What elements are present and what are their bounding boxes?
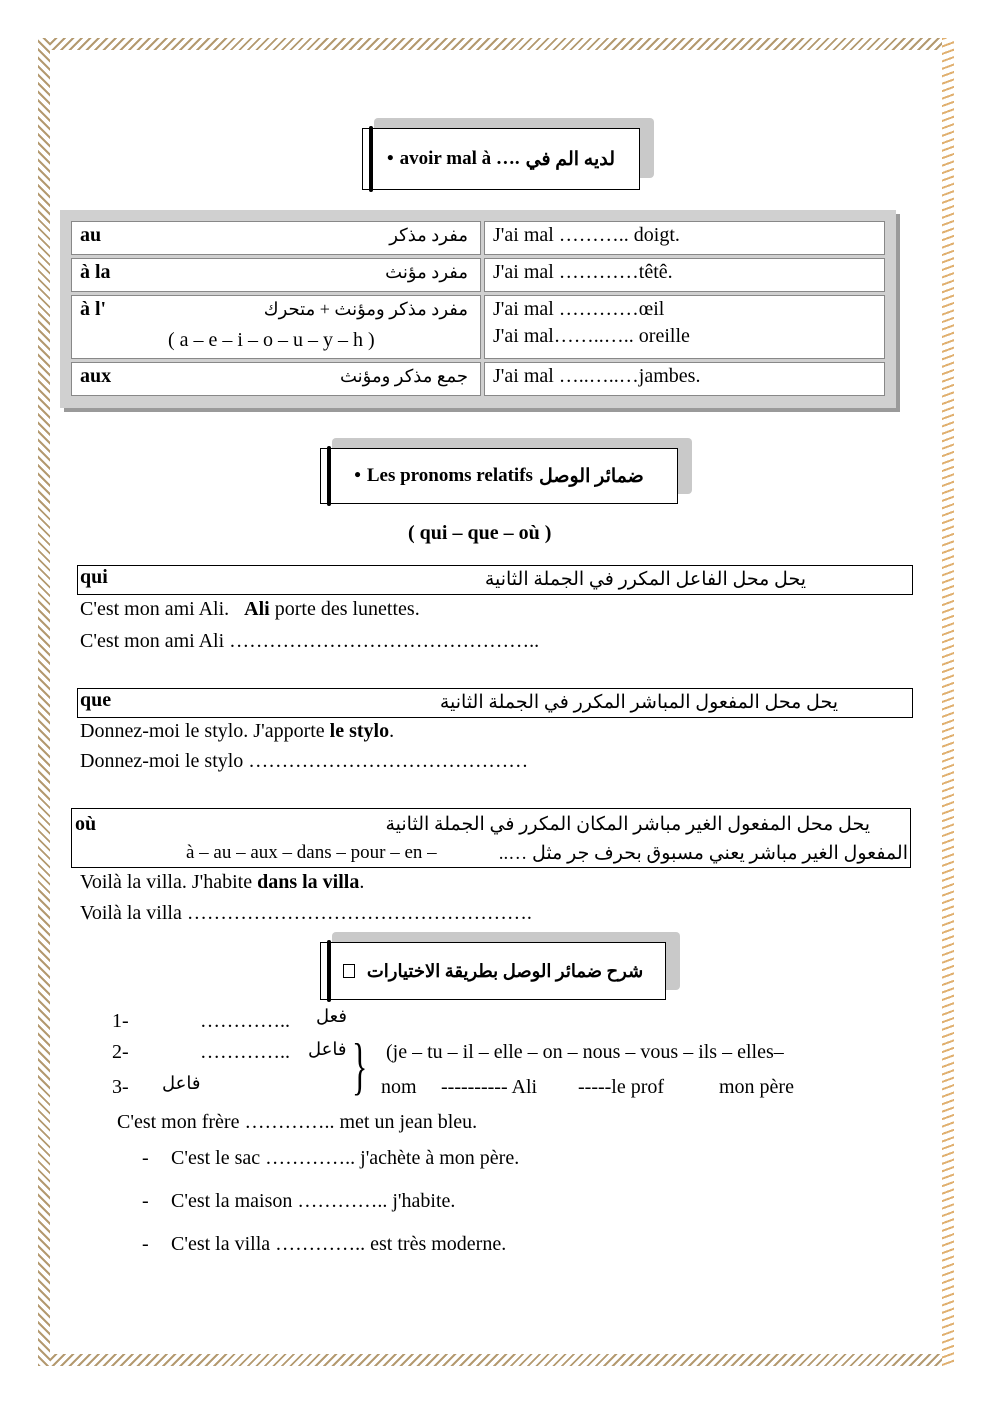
table-row (71, 258, 885, 292)
article: à la (80, 261, 111, 283)
ou-example-2: Voilà la villa ……………………………………………. (80, 902, 532, 924)
noun-example: mon père (719, 1076, 794, 1098)
choice-blank: ………….. (200, 1041, 290, 1063)
table-row (71, 221, 885, 255)
bullet: • (386, 148, 394, 169)
qui-rule-box (77, 565, 913, 595)
section-banner-choices (320, 930, 680, 1000)
checkbox-icon (343, 964, 355, 978)
brace-icon: } (352, 1030, 368, 1101)
table-row (71, 362, 885, 396)
section-title-ar: شرح ضمائر الوصل بطريقة الاختيارات (366, 960, 644, 981)
exercise-intro: C'est mon frère ………….. met un jean bleu. (117, 1111, 478, 1133)
article: au (80, 224, 102, 246)
qui-example-1: C'est mon ami Ali. Ali porte des lunettes. (80, 598, 420, 620)
choice-label: فاعل (162, 1073, 201, 1093)
section-title-ar: لديه الم في (525, 148, 615, 170)
choice-blank: ………….. (200, 1010, 290, 1032)
choice-label: فاعل (308, 1039, 347, 1059)
articles-table (60, 210, 896, 408)
list-dash: - (142, 1190, 149, 1212)
choice-label: فعل (316, 1006, 347, 1026)
section-title-fr: Les pronoms relatifs (366, 465, 533, 486)
exercise-item: C'est le sac ………….. j'achète à mon père. (171, 1147, 520, 1169)
que-example-2: Donnez-moi le stylo …………………………………… (80, 750, 529, 772)
list-dash: - (142, 1233, 149, 1255)
qui-example-2: C'est mon ami Ali ……………………………………….. (80, 630, 540, 652)
article-rule: مفرد مذكر ومؤنث + متحرك (263, 299, 468, 319)
pronoun-rule: يحل محل الفاعل المكرر في الجملة الثانية (484, 569, 806, 590)
prepositions: à – au – aux – dans – pour – en – (186, 842, 437, 863)
noun-example: -----le prof (578, 1076, 665, 1098)
noun-label: nom (381, 1076, 417, 1098)
noun-example: ---------- Ali (441, 1076, 538, 1098)
section-banner-avoir-mal (362, 116, 654, 190)
article-rule: مفرد مذكر (389, 225, 468, 245)
pronoun-label: qui (80, 566, 108, 588)
ou-rule-box (71, 808, 911, 868)
example: J'ai mal …………têtê. (484, 258, 885, 292)
choice-number: 2- (112, 1041, 129, 1063)
bullet: • (354, 465, 361, 486)
article: à l' (80, 298, 107, 320)
subject-pronouns: (je – tu – il – elle – on – nous – vous – ils – elles– (386, 1041, 784, 1063)
exercise-item: C'est la villa ………….. est très moderne. (171, 1233, 507, 1255)
section-title-ar: ضمائر الوصل (538, 465, 644, 487)
que-example-1: Donnez-moi le stylo. J'apporte le stylo. (80, 720, 395, 742)
pronoun-label: où (75, 813, 97, 835)
vowels: ( a – e – i – o – u – y – h ) (168, 329, 375, 351)
ou-example-1: Voilà la villa. J'habite dans la villa. (80, 871, 365, 893)
pronoun-rule: يحل محل المفعول المباشر المكرر في الجملة الثانية (439, 692, 838, 713)
article: aux (80, 365, 112, 387)
table-row (71, 295, 885, 359)
list-dash: - (142, 1147, 149, 1169)
pronoun-label: que (80, 689, 112, 711)
pronoun-rule: يحل محل المفعول الغير مباشر المكان المكرر في الجملة الثانية (385, 814, 870, 835)
pronoun-rule-detail: المفعول الغير مباشر يعني مسبوق بحرف جر مثل ….. (498, 843, 908, 864)
choice-number: 1- (112, 1010, 129, 1032)
section-title-fr: avoir mal à …. (399, 148, 520, 169)
example: J'ai mal ……….. doigt. (484, 221, 885, 255)
example: J'ai mal……..….. oreille (493, 325, 690, 347)
choice-number: 3- (112, 1076, 129, 1098)
que-rule-box (77, 688, 913, 718)
example: J'ai mal …..…..…jambes. (484, 362, 885, 396)
example: J'ai mal …………œil (493, 298, 665, 320)
exercise-item: C'est la maison ………….. j'habite. (171, 1190, 456, 1212)
pronoun-list: ( qui – que – où ) (408, 522, 552, 544)
section-banner-pronoms-relatifs (320, 436, 692, 504)
article-rule: مفرد مؤنث (385, 262, 468, 282)
article-rule: جمع مذكر ومؤنث (339, 366, 468, 386)
